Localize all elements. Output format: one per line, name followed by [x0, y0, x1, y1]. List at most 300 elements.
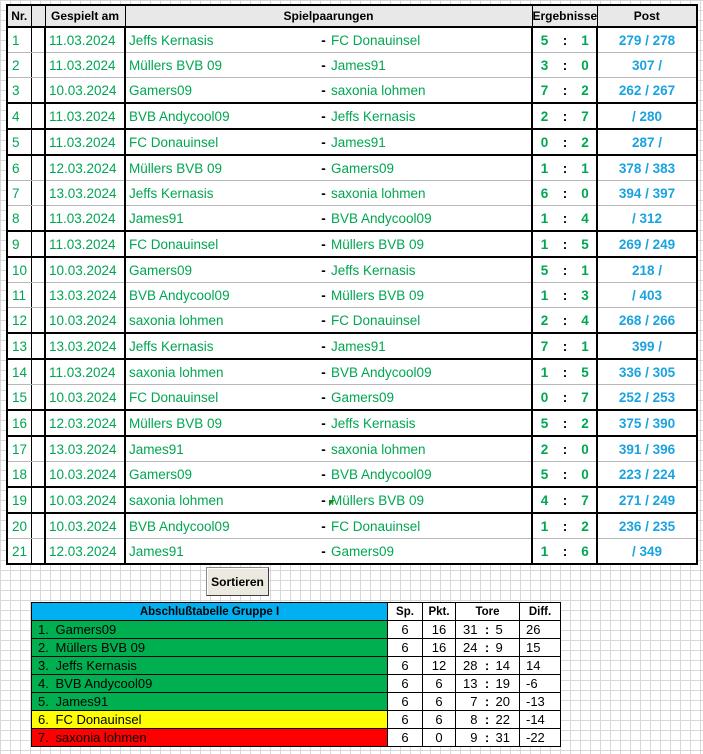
standings-goals-against[interactable]: 19	[494, 675, 520, 693]
score-colon[interactable]: :	[556, 129, 574, 155]
match-number[interactable]: 19	[7, 487, 31, 513]
home-team[interactable]: Gamers09	[125, 462, 318, 488]
match-date[interactable]: 11.03.2024	[45, 129, 125, 155]
standings-header-points: Pkt.	[423, 603, 456, 621]
home-goals[interactable]: 1	[532, 283, 556, 308]
home-goals[interactable]: 0	[532, 385, 556, 411]
standings-team[interactable]: BVB Andycool09	[56, 675, 388, 693]
match-number[interactable]: 18	[7, 462, 31, 488]
standings-goals-colon[interactable]: :	[481, 711, 494, 729]
home-team[interactable]: BVB Andycool09	[125, 103, 318, 129]
score-colon[interactable]: :	[556, 155, 574, 181]
match-number[interactable]: 2	[7, 53, 31, 78]
away-team[interactable]: James91	[329, 129, 532, 155]
row-spacer[interactable]	[31, 257, 45, 283]
standings-played[interactable]: 6	[388, 639, 423, 657]
away-goals[interactable]: 1	[574, 155, 597, 181]
score-colon[interactable]: :	[556, 206, 574, 232]
standings-header-row	[32, 603, 561, 621]
match-number[interactable]: 13	[7, 333, 31, 359]
away-team[interactable]: saxonia lohmen	[329, 78, 532, 104]
home-team[interactable]: Jeffs Kernasis	[125, 333, 318, 359]
match-number[interactable]: 16	[7, 410, 31, 436]
standings-table	[31, 602, 561, 747]
away-team[interactable]: BVB Andycool09	[329, 462, 532, 488]
standings-goals-against[interactable]: 31	[494, 729, 520, 747]
home-goals[interactable]: 2	[532, 308, 556, 334]
pairing-separator[interactable]: -	[318, 333, 329, 359]
pairing-separator[interactable]: -	[318, 129, 329, 155]
away-goals[interactable]: 2	[574, 129, 597, 155]
post-ids[interactable]: / 403	[597, 283, 697, 308]
away-goals[interactable]: 5	[574, 231, 597, 257]
match-date[interactable]: 10.03.2024	[45, 385, 125, 411]
standings-team[interactable]: Müllers BVB 09	[56, 639, 388, 657]
standings-points[interactable]: 16	[423, 621, 456, 639]
pairing-separator[interactable]: -	[318, 257, 329, 283]
standings-title: Abschlußtabelle Gruppe I	[32, 603, 388, 621]
home-team[interactable]: saxonia lohmen	[125, 487, 318, 513]
post-ids[interactable]: 394 / 397	[597, 181, 697, 206]
standings-goals-colon[interactable]: :	[481, 675, 494, 693]
away-team[interactable]: BVB Andycool09	[329, 206, 532, 232]
match-date[interactable]: 10.03.2024	[45, 257, 125, 283]
post-ids[interactable]: 399 /	[597, 333, 697, 359]
standings-diff[interactable]: -6	[520, 675, 561, 693]
standings-diff[interactable]: -14	[520, 711, 561, 729]
sort-button[interactable]: Sortieren	[206, 567, 269, 596]
home-team[interactable]: Gamers09	[125, 78, 318, 104]
standings-header-played: Sp.	[388, 603, 423, 621]
standings-goals-against[interactable]: 14	[494, 657, 520, 675]
match-row	[7, 410, 697, 436]
match-date[interactable]: 10.03.2024	[45, 308, 125, 334]
away-goals[interactable]: 0	[574, 462, 597, 488]
row-spacer[interactable]	[31, 333, 45, 359]
standings-diff[interactable]: 14	[520, 657, 561, 675]
away-goals[interactable]: 2	[574, 410, 597, 436]
away-team[interactable]: FC Donauinsel	[329, 513, 532, 539]
standings-row	[32, 639, 561, 657]
standings-team[interactable]: Gamers09	[56, 621, 388, 639]
standings-goals-for[interactable]: 8	[456, 711, 481, 729]
standings-goals-for[interactable]: 9	[456, 729, 481, 747]
header-date: Gespielt am	[45, 5, 125, 27]
away-team[interactable]: James91	[329, 53, 532, 78]
match-row	[7, 385, 697, 411]
post-ids[interactable]: 252 / 253	[597, 385, 697, 411]
match-number[interactable]: 5	[7, 129, 31, 155]
pairing-separator[interactable]: -	[318, 513, 329, 539]
away-team[interactable]: Müllers BVB 09	[329, 487, 532, 513]
standings-diff[interactable]: -22	[520, 729, 561, 747]
away-goals[interactable]: 0	[574, 436, 597, 462]
row-spacer[interactable]	[31, 129, 45, 155]
standings-points[interactable]: 6	[423, 711, 456, 729]
match-number[interactable]: 14	[7, 359, 31, 385]
home-goals[interactable]: 5	[532, 410, 556, 436]
post-ids[interactable]: 223 / 224	[597, 462, 697, 488]
home-goals[interactable]: 2	[532, 436, 556, 462]
away-goals[interactable]: 4	[574, 206, 597, 232]
score-colon[interactable]: :	[556, 410, 574, 436]
standings-played[interactable]: 6	[388, 657, 423, 675]
standings-goals-colon[interactable]: :	[481, 621, 494, 639]
score-colon[interactable]: :	[556, 181, 574, 206]
score-colon[interactable]: :	[556, 436, 574, 462]
match-number[interactable]: 20	[7, 513, 31, 539]
away-team[interactable]: Müllers BVB 09	[329, 231, 532, 257]
match-row	[7, 181, 697, 206]
pairing-separator[interactable]: -	[318, 487, 329, 513]
standings-points[interactable]: 6	[423, 675, 456, 693]
home-team[interactable]: Jeffs Kernasis	[125, 181, 318, 206]
pairing-separator[interactable]: -	[318, 410, 329, 436]
home-team[interactable]: FC Donauinsel	[125, 231, 318, 257]
away-goals[interactable]: 5	[574, 359, 597, 385]
score-colon[interactable]: :	[556, 487, 574, 513]
away-team[interactable]: Gamers09	[329, 155, 532, 181]
away-team[interactable]: Jeffs Kernasis	[329, 103, 532, 129]
match-row	[7, 103, 697, 129]
standings-diff[interactable]: 26	[520, 621, 561, 639]
home-goals[interactable]: 1	[532, 231, 556, 257]
standings-goals-for[interactable]: 7	[456, 693, 481, 711]
standings-rank[interactable]: 6.	[32, 711, 56, 729]
score-colon[interactable]: :	[556, 103, 574, 129]
standings-rank[interactable]: 2.	[32, 639, 56, 657]
pairing-separator[interactable]: -	[318, 27, 329, 53]
match-date[interactable]: 13.03.2024	[45, 283, 125, 308]
match-row	[7, 283, 697, 308]
match-row	[7, 308, 697, 334]
pairing-separator[interactable]: -	[321, 543, 326, 559]
away-team[interactable]: FC Donauinsel	[329, 27, 532, 53]
away-goals[interactable]: 3	[574, 283, 597, 308]
score-colon[interactable]: :	[556, 257, 574, 283]
pairing-separator[interactable]: -	[318, 359, 329, 385]
home-goals[interactable]: 7	[532, 333, 556, 359]
match-date[interactable]: 10.03.2024	[45, 78, 125, 104]
away-goals[interactable]: 2	[574, 78, 597, 104]
away-team[interactable]: Gamers09	[329, 385, 532, 411]
match-number[interactable]: 9	[7, 231, 31, 257]
home-team[interactable]: BVB Andycool09	[125, 283, 318, 308]
match-number[interactable]: 6	[7, 155, 31, 181]
match-number[interactable]: 1	[7, 27, 31, 53]
match-number[interactable]: 17	[7, 436, 31, 462]
away-goals[interactable]: 2	[574, 513, 597, 539]
standings-goals-for[interactable]: 13	[456, 675, 481, 693]
away-goals[interactable]: 6	[574, 539, 597, 565]
standings-goals-colon[interactable]: :	[481, 693, 494, 711]
home-goals[interactable]: 1	[532, 206, 556, 232]
standings-played[interactable]: 6	[388, 729, 423, 747]
match-number[interactable]: 12	[7, 308, 31, 334]
post-ids[interactable]: 268 / 266	[597, 308, 697, 334]
home-team[interactable]: James91	[125, 436, 318, 462]
away-team[interactable]: saxonia lohmen	[329, 181, 532, 206]
match-row	[7, 513, 697, 539]
post-ids[interactable]: 391 / 396	[597, 436, 697, 462]
home-team[interactable]: BVB Andycool09	[125, 513, 318, 539]
home-team[interactable]: Jeffs Kernasis	[125, 27, 318, 53]
away-goals[interactable]: 7	[574, 487, 597, 513]
row-spacer[interactable]	[31, 487, 45, 513]
post-ids[interactable]: / 312	[597, 206, 697, 232]
away-team[interactable]: saxonia lohmen	[329, 436, 532, 462]
home-goals[interactable]: 4	[532, 487, 556, 513]
standings-rank[interactable]: 4.	[32, 675, 56, 693]
away-team[interactable]: Jeffs Kernasis	[329, 410, 532, 436]
home-team[interactable]: saxonia lohmen	[125, 359, 318, 385]
match-date[interactable]: 12.03.2024	[45, 155, 125, 181]
standings-row	[32, 729, 561, 747]
standings-goals-against[interactable]: 20	[494, 693, 520, 711]
pairing-separator[interactable]: -	[318, 283, 329, 308]
home-team[interactable]: FC Donauinsel	[125, 129, 318, 155]
away-goals[interactable]: 7	[574, 103, 597, 129]
standings-rank[interactable]: 3.	[32, 657, 56, 675]
post-ids[interactable]: 236 / 235	[597, 513, 697, 539]
row-spacer[interactable]	[31, 359, 45, 385]
home-goals[interactable]: 1	[540, 543, 549, 559]
score-colon[interactable]: :	[556, 308, 574, 334]
row-spacer[interactable]	[31, 155, 45, 181]
away-team[interactable]: Jeffs Kernasis	[329, 257, 532, 283]
row-spacer[interactable]	[31, 78, 45, 104]
match-date[interactable]: 12.03.2024	[45, 410, 125, 436]
standings-goals-colon[interactable]: :	[481, 639, 494, 657]
standings-team[interactable]: FC Donauinsel	[56, 711, 388, 729]
home-team[interactable]: Gamers09	[125, 257, 318, 283]
pairing-separator[interactable]: -	[318, 462, 329, 488]
standings-rank[interactable]: 7.	[32, 729, 56, 747]
row-spacer[interactable]	[31, 513, 45, 539]
home-team[interactable]: Müllers BVB 09	[125, 53, 318, 78]
post-ids[interactable]: 307 /	[597, 53, 697, 78]
schedule-body	[7, 27, 697, 564]
match-number[interactable]: 15	[7, 385, 31, 411]
home-team[interactable]: saxonia lohmen	[125, 308, 318, 334]
match-date[interactable]: 10.03.2024	[45, 513, 125, 539]
pairing-separator[interactable]: -	[318, 436, 329, 462]
home-goals[interactable]: 1	[532, 513, 556, 539]
home-goals[interactable]: 2	[532, 103, 556, 129]
match-date[interactable]: 13.03.2024	[45, 181, 125, 206]
match-number[interactable]: 21	[7, 539, 31, 565]
pairing-separator[interactable]: -	[318, 385, 329, 411]
header-nr: Nr.	[7, 5, 31, 27]
standings-points[interactable]: 12	[423, 657, 456, 675]
post-ids[interactable]: 375 / 390	[597, 410, 697, 436]
match-number[interactable]: 7	[7, 181, 31, 206]
match-date[interactable]: 10.03.2024	[45, 487, 125, 513]
home-team[interactable]: James91	[125, 206, 318, 232]
match-date[interactable]: 10.03.2024	[45, 462, 125, 488]
away-goals[interactable]: 7	[574, 385, 597, 411]
match-row	[7, 539, 697, 565]
standings-team[interactable]: Jeffs Kernasis	[56, 657, 388, 675]
home-goals[interactable]: 0	[532, 129, 556, 155]
standings-row	[32, 693, 561, 711]
home-team[interactable]: Müllers BVB 09	[125, 155, 318, 181]
pairing-separator[interactable]: -	[318, 308, 329, 334]
match-number[interactable]: 10	[7, 257, 31, 283]
row-spacer[interactable]	[31, 231, 45, 257]
home-goals[interactable]: 5	[532, 27, 556, 53]
away-goals[interactable]: 4	[574, 308, 597, 334]
standings-header-diff: Diff.	[520, 603, 561, 621]
away-goals[interactable]: 0	[574, 181, 597, 206]
standings-played[interactable]: 6	[388, 711, 423, 729]
match-date[interactable]: 11.03.2024	[45, 27, 125, 53]
header-post: Post	[597, 5, 697, 27]
home-goals[interactable]: 5	[532, 462, 556, 488]
score-colon[interactable]: :	[556, 78, 574, 104]
score-colon[interactable]: :	[556, 231, 574, 257]
standings-played[interactable]: 6	[388, 675, 423, 693]
standings-points[interactable]: 16	[423, 639, 456, 657]
home-goals[interactable]: 7	[532, 78, 556, 104]
standings-row	[32, 621, 561, 639]
post-ids[interactable]: 336 / 305	[597, 359, 697, 385]
match-number[interactable]: 8	[7, 206, 31, 232]
standings-goals-against[interactable]: 5	[494, 621, 520, 639]
row-spacer[interactable]	[31, 53, 45, 78]
row-spacer[interactable]	[31, 436, 45, 462]
standings-row	[32, 675, 561, 693]
home-team[interactable]: FC Donauinsel	[125, 385, 318, 411]
score-colon[interactable]: :	[556, 385, 574, 411]
score-colon[interactable]: :	[556, 359, 574, 385]
match-date[interactable]: 11.03.2024	[45, 206, 125, 232]
header-spacer	[31, 5, 45, 27]
standings-goals-for[interactable]: 28	[456, 657, 481, 675]
score-colon[interactable]: :	[556, 513, 574, 539]
match-number[interactable]: 4	[7, 103, 31, 129]
away-goals[interactable]: 1	[574, 27, 597, 53]
standings-team[interactable]: saxonia lohmen	[56, 729, 388, 747]
pairing-separator[interactable]: -	[318, 78, 329, 104]
match-number[interactable]: 3	[7, 78, 31, 104]
post-ids[interactable]: 271 / 249	[597, 487, 697, 513]
match-number[interactable]: 11	[7, 283, 31, 308]
pairing-separator[interactable]: -	[318, 231, 329, 257]
standings-rank[interactable]: 1.	[32, 621, 56, 639]
standings-goals-colon[interactable]: :	[481, 657, 494, 675]
row-spacer[interactable]	[31, 206, 45, 232]
standings-points[interactable]: 0	[423, 729, 456, 747]
score-colon[interactable]: :	[556, 283, 574, 308]
post-ids[interactable]: 269 / 249	[597, 231, 697, 257]
score-colon[interactable]: :	[556, 53, 574, 78]
pairing-separator[interactable]: -	[318, 53, 329, 78]
match-row	[7, 155, 697, 181]
row-spacer[interactable]	[31, 283, 45, 308]
standings-rank[interactable]: 5.	[32, 693, 56, 711]
score-colon[interactable]: :	[556, 27, 574, 53]
row-spacer[interactable]	[31, 308, 45, 334]
standings-goals-colon[interactable]: :	[481, 729, 494, 747]
pairing-separator[interactable]: -	[318, 206, 329, 232]
standings-goals-against[interactable]: 22	[494, 711, 520, 729]
match-date[interactable]: 13.03.2024	[45, 333, 125, 359]
away-team[interactable]: James91	[329, 333, 532, 359]
post-ids[interactable]: 218 /	[597, 257, 697, 283]
standings-goals-against[interactable]: 9	[494, 639, 520, 657]
away-team[interactable]: BVB Andycool09	[329, 359, 532, 385]
post-ids[interactable]: 287 /	[597, 129, 697, 155]
away-goals[interactable]: 0	[574, 53, 597, 78]
row-spacer[interactable]	[31, 181, 45, 206]
score-colon[interactable]: :	[556, 462, 574, 488]
standings-diff[interactable]: 15	[520, 639, 561, 657]
standings-played[interactable]: 6	[388, 693, 423, 711]
standings-played[interactable]: 6	[388, 621, 423, 639]
away-goals[interactable]: 1	[574, 333, 597, 359]
post-ids[interactable]: / 280	[597, 103, 697, 129]
home-goals[interactable]: 6	[532, 181, 556, 206]
standings-diff[interactable]: -13	[520, 693, 561, 711]
pairing-separator[interactable]: -	[318, 103, 329, 129]
post-ids[interactable]: 262 / 267	[597, 78, 697, 104]
row-spacer[interactable]	[31, 539, 45, 565]
match-date[interactable]: 13.03.2024	[45, 436, 125, 462]
post-ids[interactable]: 378 / 383	[597, 155, 697, 181]
home-team[interactable]: James91	[129, 543, 184, 559]
home-goals[interactable]: 1	[532, 359, 556, 385]
home-goals[interactable]: 3	[532, 53, 556, 78]
post-ids[interactable]: / 349	[632, 543, 663, 559]
header-results: Ergebnisse	[532, 5, 597, 27]
standings-goals-for[interactable]: 24	[456, 639, 481, 657]
home-goals[interactable]: 1	[532, 155, 556, 181]
match-date[interactable]: 11.03.2024	[45, 231, 125, 257]
row-spacer[interactable]	[31, 462, 45, 488]
match-date[interactable]: 11.03.2024	[45, 53, 125, 78]
away-team[interactable]: Müllers BVB 09	[329, 283, 532, 308]
match-row	[7, 359, 697, 385]
away-team[interactable]: FC Donauinsel	[329, 308, 532, 334]
standings-goals-for[interactable]: 31	[456, 621, 481, 639]
pairing-separator[interactable]: -	[318, 155, 329, 181]
away-team[interactable]: Gamers09	[329, 539, 532, 565]
away-goals[interactable]: 1	[574, 257, 597, 283]
standings-points[interactable]: 6	[423, 693, 456, 711]
home-goals[interactable]: 5	[532, 257, 556, 283]
pairing-separator[interactable]: -	[318, 181, 329, 206]
match-row	[7, 53, 697, 78]
score-colon[interactable]: :	[562, 543, 568, 559]
schedule-header-row	[7, 5, 697, 27]
match-date[interactable]: 11.03.2024	[45, 359, 125, 385]
header-pairings: Spielpaarungen	[125, 5, 532, 27]
match-date[interactable]: 11.03.2024	[45, 103, 125, 129]
match-date[interactable]: 12.03.2024	[45, 539, 125, 565]
standings-team[interactable]: James91	[56, 693, 388, 711]
row-spacer[interactable]	[31, 410, 45, 436]
standings-body	[32, 621, 561, 747]
row-spacer[interactable]	[31, 103, 45, 129]
match-row	[7, 257, 697, 283]
post-ids[interactable]: 279 / 278	[597, 27, 697, 53]
score-colon[interactable]: :	[556, 333, 574, 359]
match-row	[7, 231, 697, 257]
row-spacer[interactable]	[31, 385, 45, 411]
home-team[interactable]: Müllers BVB 09	[125, 410, 318, 436]
row-spacer[interactable]	[31, 27, 45, 53]
